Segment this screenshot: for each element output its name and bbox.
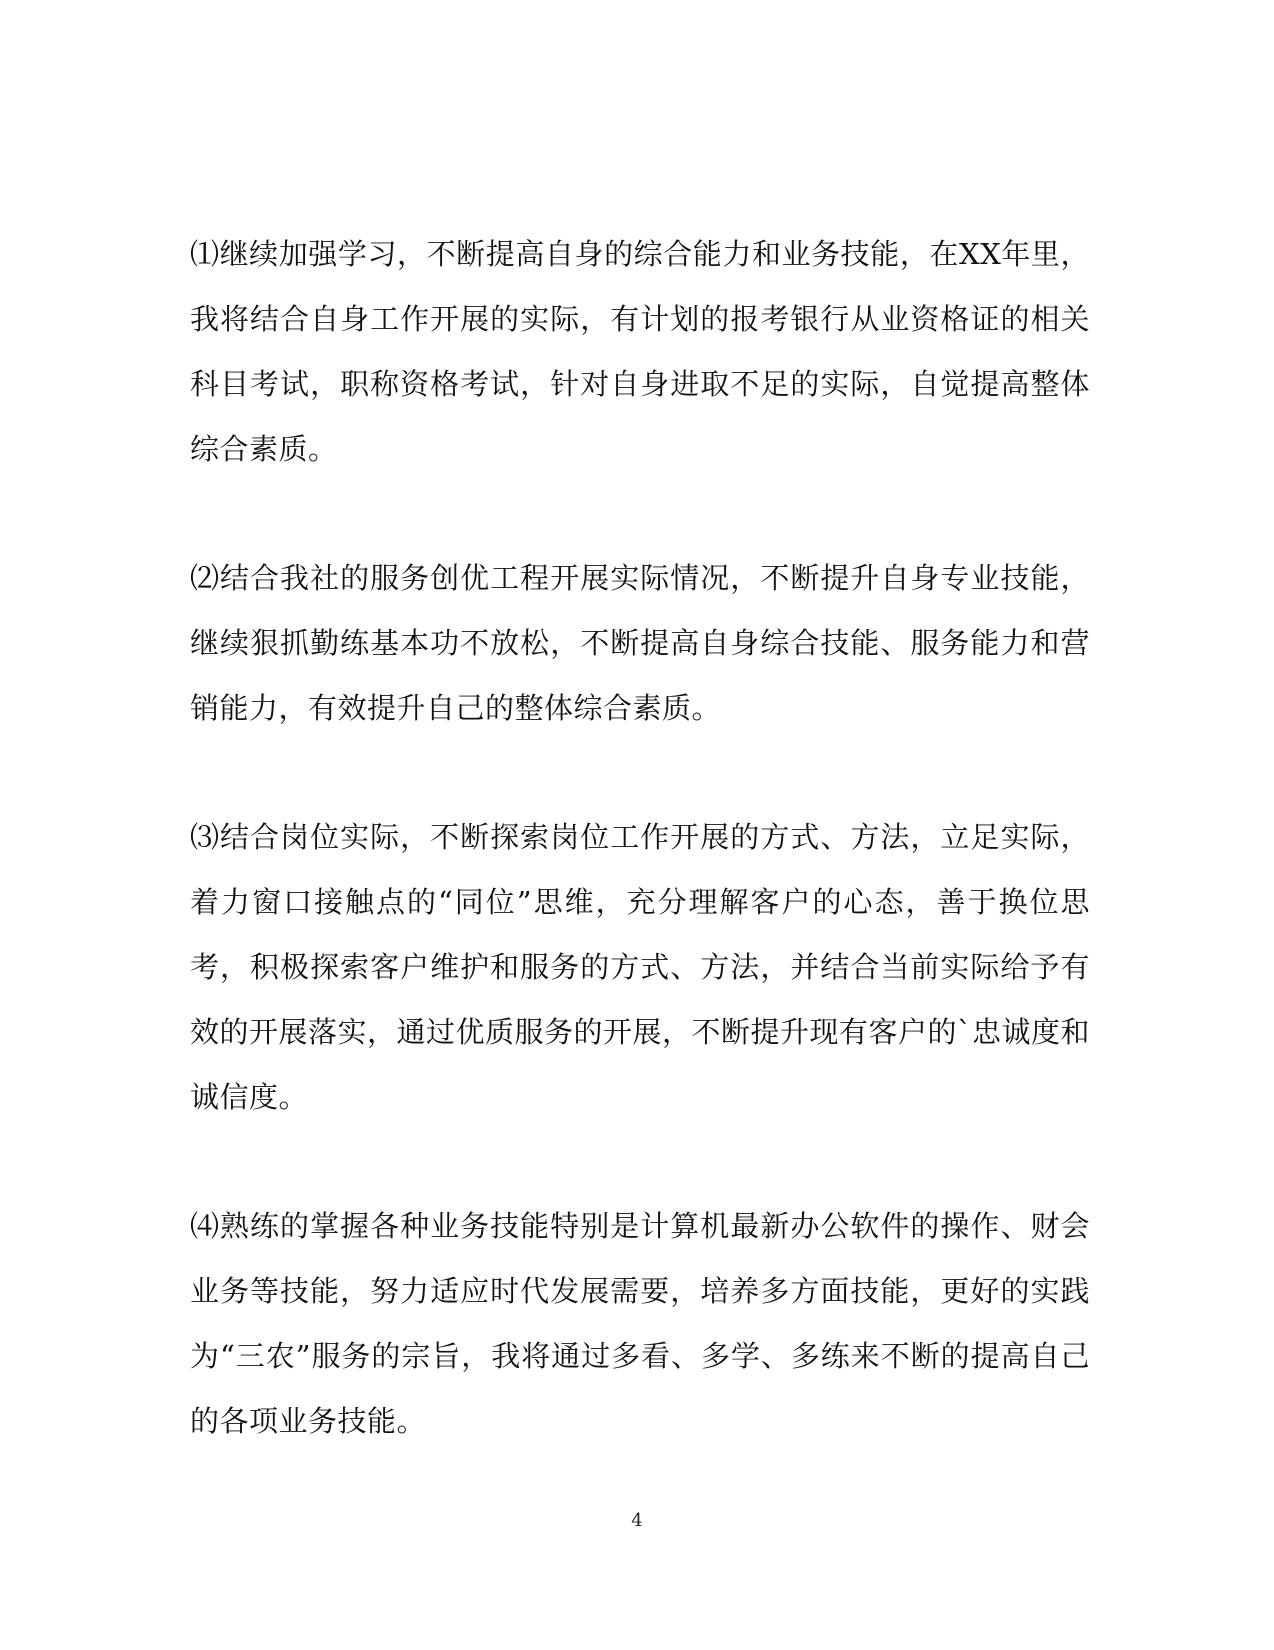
paragraph-4: ⑷熟练的掌握各种业务技能特别是计算机最新办公软件的操作、财会业务等技能，努力适应时代发展需要，培养多方面技能，更好的实践为“三农”服务的宗旨，我将通过多看、多学、多练来不断的提高自己的各项业务技能。 (190, 1209, 1090, 1438)
paragraph-1: ⑴继续加强学习，不断提高自身的综合能力和业务技能，在XX年里，我将结合自身工作开展的实际，有计划的报考银行从业资格证的相关科目考试，职称资格考试，针对自身进取不足的实际，自觉提高整体综合素质。 (190, 237, 1090, 466)
document-body (190, 222, 1090, 1454)
paragraph-2: ⑵结合我社的服务创优工程开展实际情况，不断提升自身专业技能，继续狠抓勤练基本功不放松，不断提高自身综合技能、服务能力和营销能力，有效提升自己的整体综合素质。 (190, 561, 1090, 725)
page-number: 4 (631, 1510, 643, 1531)
paragraph-3: ⑶结合岗位实际，不断探索岗位工作开展的方式、方法，立足实际，着力窗口接触点的“同位”思维，充分理解客户的心态，善于换位思考，积极探索客户维护和服务的方式、方法，并结合当前实际给予有效的开展落实，通过优质服务的开展，不断提升现有客户的`忠诚度和诚信度。 (190, 820, 1091, 1114)
